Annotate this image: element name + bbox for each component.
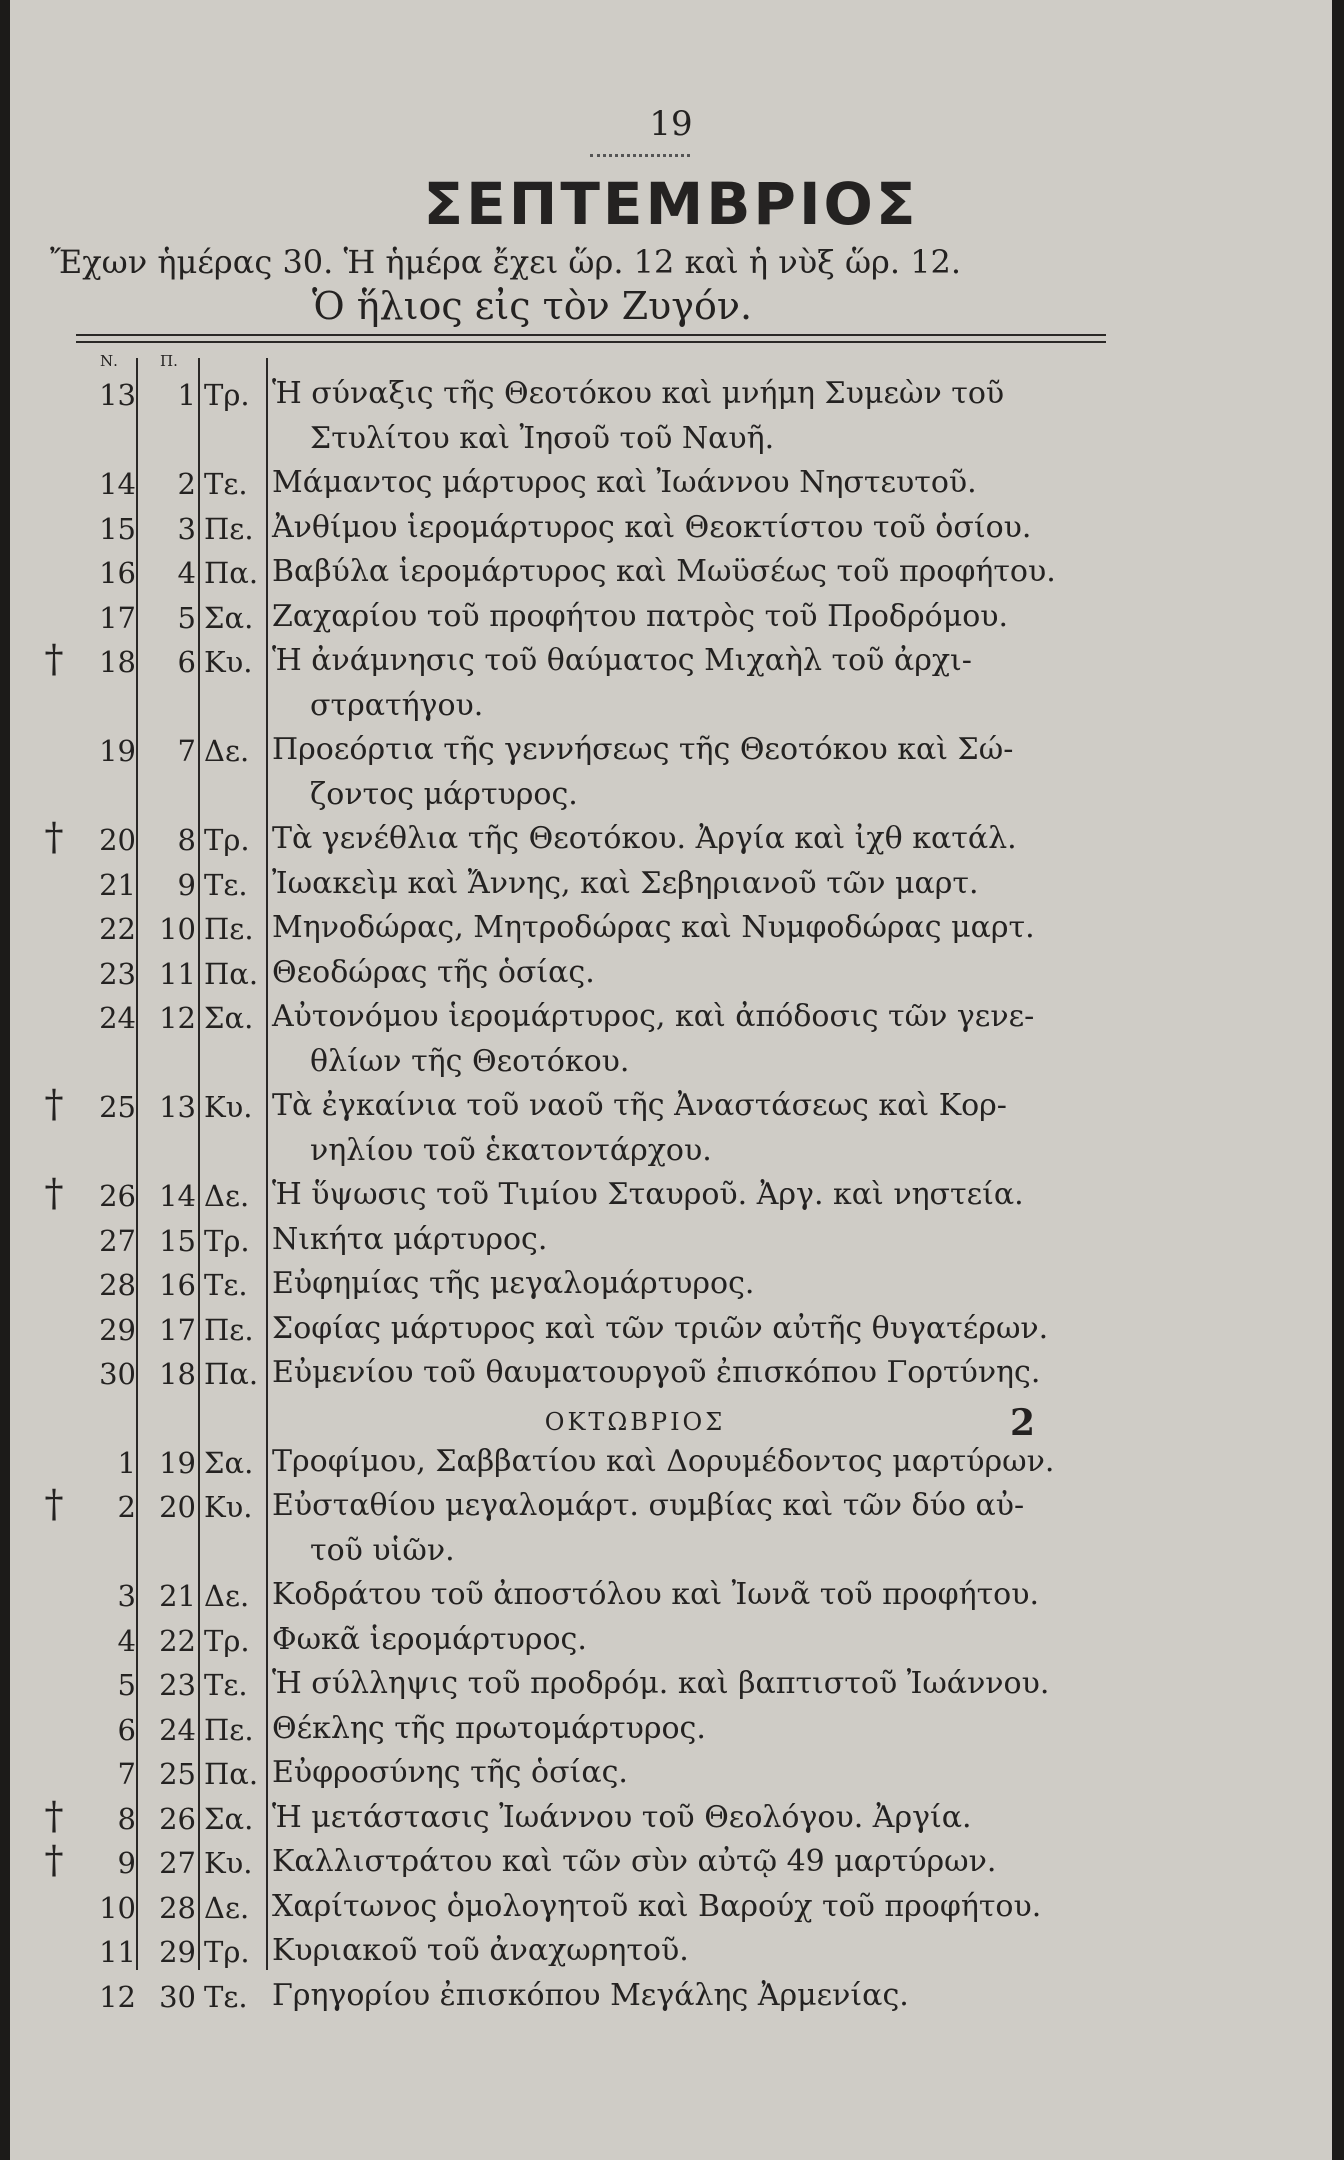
new-style-date: 22 (99, 912, 136, 946)
old-style-date: 1 (177, 378, 196, 412)
commemoration-continuation: νηλίου τοῦ ἑκατοντάρχου. (310, 1132, 712, 1168)
weekday-abbrev: Δε. (204, 1579, 250, 1613)
old-style-date: 23 (159, 1668, 196, 1702)
weekday-abbrev: Τρ. (204, 1935, 250, 1969)
weekday-abbrev: Τρ. (204, 1623, 250, 1658)
column-head-old-style: Π. (160, 352, 178, 370)
weekday-abbrev: Πα. (204, 956, 259, 991)
commemoration-text: Χαρίτωνος ὁμολογητοῦ καὶ Βαρούχ τοῦ προφήτου. (272, 1888, 1042, 1924)
commemoration-text: Ἡ ὕψωσις τοῦ Τιμίου Σταυροῦ. Ἀργ. καὶ νηστεία. (272, 1177, 1024, 1212)
calendar-row (10, 508, 1332, 552)
new-style-date: 27 (99, 1223, 136, 1258)
old-style-date: 13 (159, 1090, 196, 1124)
new-style-date: 28 (99, 1268, 136, 1302)
commemoration-text: Αὐτονόμου ἱερομάρτυρος, καὶ ἀπόδοσις τῶν γενε- (272, 999, 1035, 1034)
weekday-abbrev: Τε. (204, 1268, 248, 1302)
calendar-row (10, 997, 1332, 1041)
weekday-abbrev: Δε. (204, 1179, 250, 1213)
old-style-date: 22 (159, 1623, 196, 1658)
commemoration-text: Καλλιστράτου καὶ τῶν σὺν αὐτῷ 49 μαρτύρων. (272, 1844, 997, 1879)
commemoration-text: Θεοδώρας τῆς ὁσίας. (272, 954, 595, 990)
commemoration-text: Εὐφροσύνης τῆς ὁσίας. (272, 1755, 628, 1790)
commemoration-text: Ἡ σύναξις τῆς Θεοτόκου καὶ μνήμη Συμεὼν τοῦ (272, 376, 1005, 411)
new-style-date: 16 (99, 556, 136, 590)
old-style-date: 24 (159, 1712, 196, 1747)
calendar-row (10, 1082, 1332, 1130)
old-style-date: 5 (177, 600, 196, 635)
calendar-row (10, 1220, 1332, 1264)
month-days-line: Ἔχων ἡμέρας 30. Ἡ ἡμέρα ἔχει ὥρ. 12 καὶ ἡ νὺξ ὥρ. 12. (50, 243, 962, 281)
new-style-date: 19 (99, 734, 136, 768)
new-style-date: 10 (99, 1890, 136, 1925)
commemoration-text: Ἡ ἀνάμνησις τοῦ θαύματος Μιχαὴλ τοῦ ἀρχι- (272, 643, 972, 678)
old-style-date: 26 (159, 1801, 196, 1836)
commemoration-text: Μάμαντος μάρτυρος καὶ Ἰωάννου Νηστευτοῦ. (272, 465, 977, 500)
new-style-date: 9 (117, 1846, 136, 1880)
commemoration-text: Νικήτα μάρτυρος. (272, 1221, 548, 1257)
commemoration-text: Σοφίας μάρτυρος καὶ τῶν τριῶν αὐτῆς θυγατέρων. (272, 1310, 1049, 1346)
calendar-row (10, 463, 1332, 507)
new-style-date: 12 (99, 1979, 136, 2014)
new-style-date: 4 (117, 1623, 136, 1658)
calendar-row (10, 908, 1332, 952)
commemoration-text: Μηνοδώρας, Μητροδώρας καὶ Νυμφοδώρας μαρτ. (272, 910, 1035, 945)
new-style-date: 11 (99, 1935, 136, 1969)
new-style-date: 21 (99, 867, 136, 902)
top-rule-2 (76, 341, 1106, 343)
old-style-date: 3 (177, 511, 196, 546)
calendar-row (10, 1264, 1332, 1308)
commemoration-text: Τροφίμου, Σαββατίου καὶ Δορυμέδοντος μαρτύρων. (272, 1443, 1055, 1479)
calendar-row (10, 1309, 1332, 1353)
new-style-date: 5 (117, 1668, 136, 1702)
old-style-date: 6 (177, 645, 196, 679)
feast-cross-mark: † (44, 1082, 64, 1126)
feast-cross-mark: † (44, 1171, 64, 1215)
october-heading: ΟΚΤΩΒΡΙΟΣ (544, 1407, 726, 1436)
new-style-date: 14 (99, 467, 136, 501)
calendar-row (10, 374, 1332, 418)
old-style-date: 20 (159, 1490, 196, 1524)
calendar-row (10, 1353, 1332, 1397)
weekday-abbrev: Τε. (204, 467, 248, 501)
old-style-date: 27 (159, 1846, 196, 1880)
new-style-date: 6 (117, 1712, 136, 1747)
calendar-row (10, 1931, 1332, 1975)
commemoration-text: Εὐμενίου τοῦ θαυματουργοῦ ἐπισκόπου Γορτύνης. (272, 1355, 1041, 1390)
weekday-abbrev: Πε. (204, 1712, 254, 1747)
old-style-date: 21 (159, 1579, 196, 1613)
old-style-date: 29 (159, 1935, 196, 1969)
weekday-abbrev: Κυ. (204, 1490, 253, 1524)
weekday-abbrev: Πα. (204, 556, 259, 590)
commemoration-text: Ἡ μετάστασις Ἰωάννου τοῦ Θεολόγου. Ἀργία. (272, 1799, 972, 1835)
new-style-date: 17 (99, 600, 136, 635)
feast-cross-mark: † (44, 1838, 64, 1882)
weekday-abbrev: Πα. (204, 1757, 259, 1791)
old-style-date: 15 (159, 1223, 196, 1258)
column-head-new-style: Ν. (100, 352, 118, 370)
zodiac-line: Ὁ ἥλιος εἰς τὸν Ζυγόν. (312, 284, 753, 328)
weekday-abbrev: Δε. (204, 1890, 250, 1925)
old-style-date: 18 (159, 1357, 196, 1391)
weekday-abbrev: Κυ. (204, 1846, 253, 1880)
commemoration-text: Τὰ γενέθλια τῆς Θεοτόκου. Ἀργία καὶ ἰχθ κατάλ. (272, 821, 1017, 856)
weekday-abbrev: Τε. (204, 867, 248, 902)
weekday-abbrev: Πε. (204, 912, 254, 946)
almanac-page (10, 0, 1332, 2160)
old-style-date: 16 (159, 1268, 196, 1302)
new-style-date: 2 (117, 1490, 136, 1524)
signature-mark: 2 (1010, 1402, 1036, 1444)
new-style-date: 8 (117, 1801, 136, 1836)
calendar-row (10, 1838, 1332, 1886)
calendar-row (10, 815, 1332, 863)
weekday-abbrev: Κυ. (204, 645, 253, 679)
calendar-row (10, 864, 1332, 908)
commemoration-text: Ἡ σύλληψις τοῦ προδρόμ. καὶ βαπτιστοῦ Ἰωάννου. (272, 1666, 1050, 1701)
new-style-date: 1 (117, 1445, 136, 1480)
calendar-row (10, 552, 1332, 596)
old-style-date: 30 (159, 1979, 196, 2014)
weekday-abbrev: Σα. (204, 1801, 254, 1836)
new-style-date: 13 (99, 378, 136, 412)
calendar-row (10, 1664, 1332, 1708)
old-style-date: 14 (159, 1179, 196, 1213)
new-style-date: 7 (117, 1757, 136, 1791)
old-style-date: 28 (159, 1890, 196, 1925)
month-title: ΣΕΠΤΕΜΒΡΙΟΣ (423, 170, 919, 238)
calendar-row (10, 597, 1332, 641)
weekday-abbrev: Σα. (204, 1001, 254, 1035)
commemoration-text: Εὐφημίας τῆς μεγαλομάρτυρος. (272, 1266, 755, 1301)
commemoration-text: Φωκᾶ ἱερομάρτυρος. (272, 1621, 587, 1657)
new-style-date: 26 (99, 1179, 136, 1213)
page-number-ornament (590, 146, 690, 157)
calendar-row (10, 1793, 1332, 1842)
feast-cross-mark: † (44, 1793, 64, 1838)
weekday-abbrev: Κυ. (204, 1090, 253, 1124)
commemoration-continuation: ζοντος μάρτυρος. (310, 776, 578, 812)
commemoration-text: Κοδράτου τοῦ ἀποστόλου καὶ Ἰωνᾶ τοῦ προφήτου. (272, 1577, 1040, 1612)
page-number: 19 (649, 104, 693, 144)
old-style-date: 7 (177, 734, 196, 768)
new-style-date: 29 (99, 1312, 136, 1347)
commemoration-text: Τὰ ἐγκαίνια τοῦ ναοῦ τῆς Ἀναστάσεως καὶ Κορ- (272, 1088, 1007, 1123)
weekday-abbrev: Σα. (204, 1445, 254, 1480)
commemoration-text: Θέκλης τῆς πρωτομάρτυρος. (272, 1710, 706, 1746)
calendar-row (10, 1709, 1332, 1753)
new-style-date: 20 (99, 823, 136, 857)
old-style-date: 8 (177, 823, 196, 857)
calendar-row (10, 1887, 1332, 1931)
calendar-row (10, 1753, 1332, 1797)
calendar-row (10, 637, 1332, 685)
old-style-date: 9 (177, 867, 196, 902)
weekday-abbrev: Τρ. (204, 378, 250, 412)
weekday-abbrev: Τε. (204, 1668, 248, 1702)
old-style-date: 19 (159, 1445, 196, 1480)
weekday-abbrev: Πε. (204, 1312, 254, 1347)
calendar-row (10, 1976, 1332, 2020)
calendar-row (10, 953, 1332, 997)
weekday-abbrev: Πα. (204, 1357, 259, 1391)
old-style-date: 17 (159, 1312, 196, 1347)
commemoration-continuation: Στυλίτου καὶ Ἰησοῦ τοῦ Ναυῆ. (310, 420, 775, 456)
commemoration-text: Βαβύλα ἱερομάρτυρος καὶ Μωϋσέως τοῦ προφήτου. (272, 554, 1056, 589)
feast-cross-mark: † (44, 815, 64, 859)
commemoration-continuation: τοῦ υἱῶν. (310, 1532, 455, 1568)
weekday-abbrev: Τε. (204, 1979, 248, 2014)
weekday-abbrev: Τρ. (204, 823, 250, 857)
old-style-date: 12 (159, 1001, 196, 1035)
commemoration-text: Ἰωακεὶμ καὶ Ἄννης, καὶ Σεβηριανοῦ τῶν μαρτ. (272, 865, 979, 901)
commemoration-text: Γρηγορίου ἐπισκόπου Μεγάλης Ἀρμενίας. (272, 1977, 909, 2013)
top-rule (76, 334, 1106, 336)
weekday-abbrev: Σα. (204, 600, 254, 635)
commemoration-text: Εὐσταθίου μεγαλομάρτ. συμβίας καὶ τῶν δύο αὐ- (272, 1488, 1025, 1523)
feast-cross-mark: † (44, 1482, 64, 1526)
new-style-date: 25 (99, 1090, 136, 1124)
old-style-date: 25 (159, 1757, 196, 1791)
new-style-date: 30 (99, 1357, 136, 1391)
commemoration-text: Προεόρτια τῆς γεννήσεως τῆς Θεοτόκου καὶ Σώ- (272, 732, 1014, 767)
new-style-date: 23 (99, 956, 136, 991)
weekday-abbrev: Δε. (204, 734, 250, 768)
calendar-row (10, 1482, 1332, 1530)
commemoration-continuation: θλίων τῆς Θεοτόκου. (310, 1043, 630, 1079)
commemoration-text: Ἀνθίμου ἱερομάρτυρος καὶ Θεοκτίστου τοῦ ὁσίου. (272, 509, 1032, 545)
commemoration-text: Κυριακοῦ τοῦ ἀναχωρητοῦ. (272, 1933, 689, 1968)
weekday-abbrev: Τρ. (204, 1223, 250, 1258)
old-style-date: 4 (177, 556, 196, 590)
weekday-abbrev: Πε. (204, 511, 254, 546)
new-style-date: 15 (99, 511, 136, 546)
commemoration-continuation: στρατήγου. (310, 687, 484, 723)
old-style-date: 10 (159, 912, 196, 946)
old-style-date: 2 (177, 467, 196, 501)
calendar-row (10, 1442, 1332, 1486)
feast-cross-mark: † (44, 637, 64, 681)
new-style-date: 18 (99, 645, 136, 679)
old-style-date: 11 (159, 956, 196, 991)
new-style-date: 24 (99, 1001, 136, 1035)
new-style-date: 3 (117, 1579, 136, 1613)
commemoration-text: Ζαχαρίου τοῦ προφήτου πατρὸς τοῦ Προδρόμου. (272, 598, 1009, 634)
calendar-row (10, 1575, 1332, 1619)
calendar-row (10, 730, 1332, 774)
calendar-row (10, 1171, 1332, 1219)
calendar-row (10, 1620, 1332, 1664)
